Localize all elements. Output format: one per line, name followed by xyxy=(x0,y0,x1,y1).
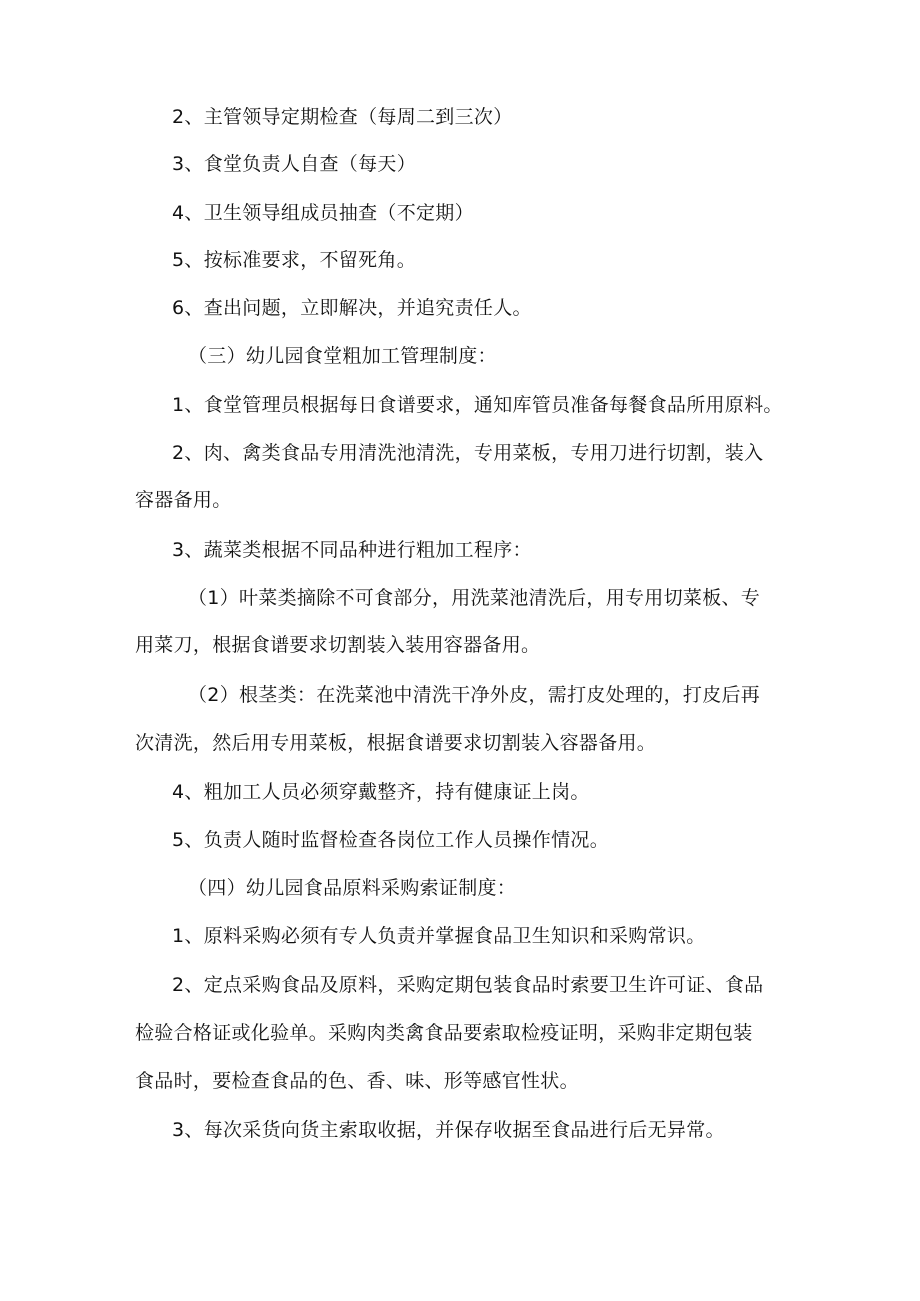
text-line: 3、蔬菜类根据不同品种进行粗加工程序： xyxy=(172,539,532,561)
text-line: （2）根茎类：在洗菜池中清洗干净外皮，需打皮处理的，打皮后再 xyxy=(188,684,761,706)
text-line: 1、原料采购必须有专人负责并掌握食品卫生知识和采购常识。 xyxy=(172,925,706,947)
text-line: 检验合格证或化验单。采购肉类禽食品要索取检疫证明，采购非定期包装 xyxy=(135,1022,753,1044)
section-heading: （四）幼儿园食品原料采购索证制度： xyxy=(188,877,517,899)
text-line: 食品时，要检查食品的色、香、味、形等感官性状。 xyxy=(135,1070,579,1092)
text-line: 2、肉、禽类食品专用清洗池清洗，专用菜板，专用刀进行切割，装入 xyxy=(172,442,764,464)
text-line: 6、查出问题，立即解决，并追究责任人。 xyxy=(172,297,532,319)
text-line: 用菜刀，根据食谱要求切割装入装用容器备用。 xyxy=(135,634,541,656)
text-line: 5、按标准要求，不留死角。 xyxy=(172,249,416,271)
text-line: （1）叶菜类摘除不可食部分，用洗菜池清洗后，用专用切菜板、专 xyxy=(188,587,761,609)
section-heading: （三）幼儿园食堂粗加工管理制度： xyxy=(188,345,497,367)
text-line: 4、卫生领导组成员抽查（不定期） xyxy=(172,202,474,224)
text-line: 容器备用。 xyxy=(135,489,232,511)
text-line: 次清洗，然后用专用菜板，根据食谱要求切割装入容器备用。 xyxy=(135,732,657,754)
text-line: 1、食堂管理员根据每日食谱要求，通知库管员准备每餐食品所用原料。 xyxy=(172,394,783,416)
text-line: 2、主管领导定期检查（每周二到三次） xyxy=(172,106,513,128)
text-line: 3、每次采货向货主索取收据，并保存收据至食品进行后无异常。 xyxy=(172,1119,725,1141)
text-line: 3、食堂负责人自查（每天） xyxy=(172,153,416,175)
text-line: 2、定点采购食品及原料，采购定期包装食品时索要卫生许可证、食品 xyxy=(172,974,764,996)
text-line: 5、负责人随时监督检查各岗位工作人员操作情况。 xyxy=(172,829,609,851)
text-line: 4、粗加工人员必须穿戴整齐，持有健康证上岗。 xyxy=(172,781,590,803)
